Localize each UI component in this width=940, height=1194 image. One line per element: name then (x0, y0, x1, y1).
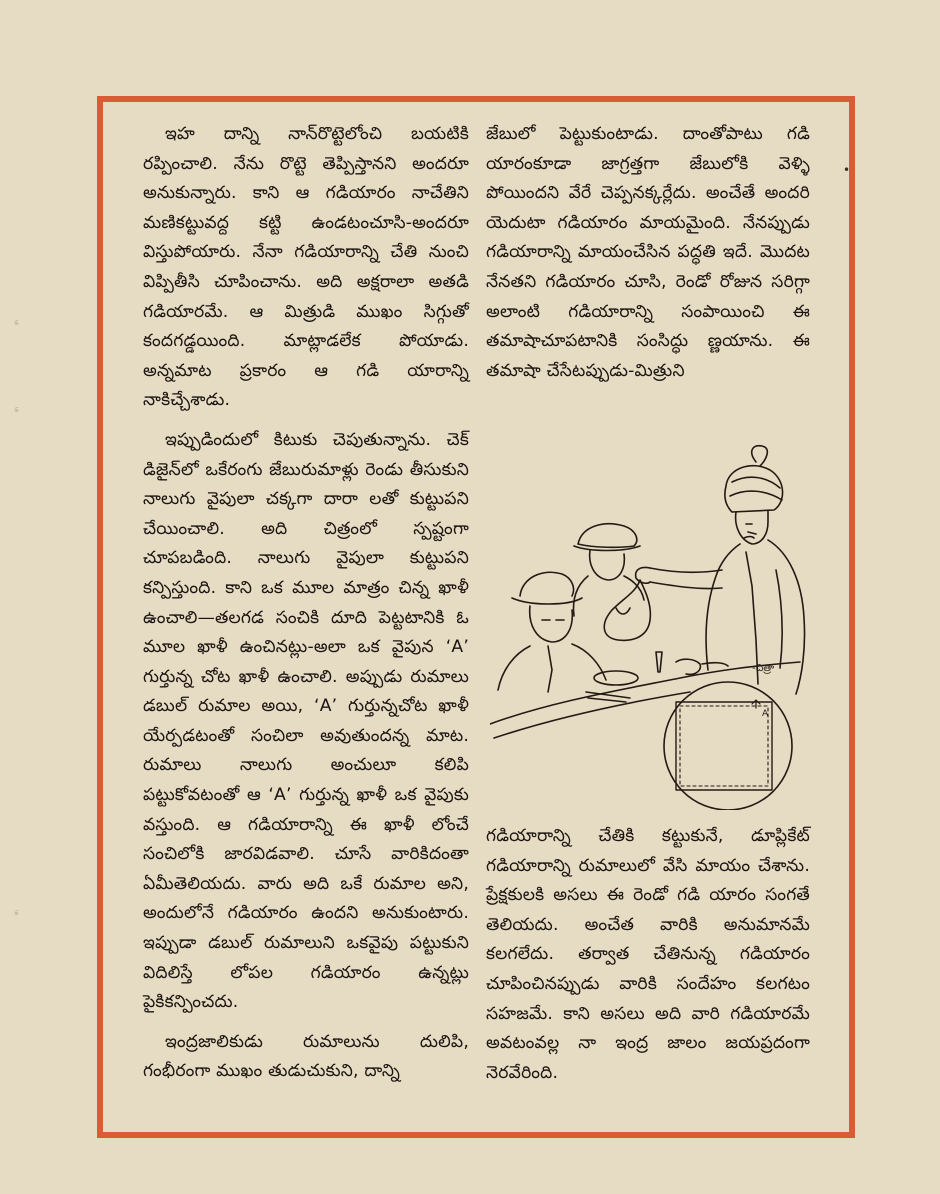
handkerchief-bag (604, 580, 650, 640)
handkerchief-inset (664, 682, 792, 810)
plate (594, 671, 638, 685)
cutlery (586, 692, 630, 702)
magician-torso (706, 544, 740, 670)
glass (656, 652, 662, 672)
paragraph-1: ఇహ దాన్ని నాన్‌రొట్టెలోంచి బయటికి రప్పించాలి. నేను రొట్టె తెప్పిస్తానని అందరూ అనుకున్నారు. కాని ఆ గడియారం నాచేతిని మణికట్టువద్ద కట్టి ఉండటంచూసి-అందరూ విస్తుపోయారు. నేనా గడియారాన్ని చేతి నుంచి విప్పితీసి చూపించాను. అది అక్షరాలా అతడి గడియారమే. ఆ మిత్రుడి ముఖం సిగ్గుతో కందగడ్డయింది. మాట్లాడలేక పోయాడు. అన్నమాట ప్రకారం ఆ గడి యారాన్ని నాకిచ్చేశాడు. (143, 124, 469, 411)
right-column-top (486, 120, 810, 396)
artist-signature: -చిత్రా (752, 663, 775, 674)
double-handkerchief (676, 702, 772, 790)
paragraph-4: జేబులో పెట్టుకుంటాడు. దాంతోపాటు గడి యారంకూడా జాగ్రత్తగా జేబులోకి వెళ్ళి పోయిందని వేరే చెప్పనక్కర్లేదు. అంచేతే అందరి యెదుటా గడియారం మాయమైంది. నేనప్పుడు గడియారాన్ని మాయంచేసిన పద్ధతి ఇదే. మొదట నేనతని గడియారం చూసి, రెండో రోజున సరిగ్గా అలాంటి గడియారాన్ని సంపాయించి ఈ తమాషాచూపటానికి సంసిద్ధు ణ్ణయాను. ఈ తమాషా చేసేటప్పుడు-మిత్రుని (486, 124, 810, 381)
paragraph-2: ఇప్పుడిందులో కిటుకు చెపుతున్నాను. చెక్ డిజైన్‌లో ఒకేరంగు జేబురుమాళ్లు రెండు తీసుకుని నాలుగు వైపులా చక్కగా దారా లతో కుట్టుపని చేయించాలి. అది చిత్రంలో స్పష్టంగా చూపబడింది. నాలుగు వైపులా కుట్టుపని కన్పిస్తుంది. కాని ఒక మూల మాత్రం చిన్న ఖాళీ ఉంచాలి—తలగడ సంచికి దూది పెట్టటానికి ఓ మూల ఖాళీ ఉంచినట్లు-అలా ఒక వైపున ‘A’ గుర్తున్న చోట ఖాళీ ఉంచాలి. అప్పుడు రుమాలు డబుల్ రుమాల అయి, ‘A’ గుర్తున్నచోట ఖాళీ యేర్పడటంతో సంచిలా అవుతుందన్న మాట. రుమాలు నాలుగు అంచులూ కలిపి పట్టుకోవటంతో ఆ ‘A’ గుర్తున్న ఖాళీ ఒక వైపుకు వస్తుంది. ఆ గడియారాన్ని ఈ ఖాళీ లోంచే సంచిలోకి జారవిడవాలి. చూసే వారికిదంతా ఏమీతెలియదు. వారు అది ఒకే రుమాల అని, అందులోనే గడియారం ఉందని అనుకుంటారు. ఇప్పుడా డబుల్ రుమాలుని ఒకవైపు పట్టుకుని విదిలిస్తే లోపల గడియారం ఉన్నట్లు పైకికన్పించదు. (143, 429, 469, 1013)
corner-gap-label: A (762, 709, 769, 719)
margin-mark: ಽ (14, 908, 19, 918)
margin-mark: ಽ (14, 405, 19, 415)
magician-arm (650, 568, 722, 572)
magician-illustration (490, 440, 820, 810)
left-column (143, 120, 469, 1097)
margin-dot: • (843, 163, 851, 177)
paragraph-3: ఇంద్రజాలికుడు రుమాలును దులిపి, గంభీరంగా ముఖం తుడుచుకుని, దాన్ని (143, 1031, 469, 1082)
woman-hat (578, 524, 637, 548)
right-column-bottom (486, 822, 810, 1098)
margin-mark: ಽ (14, 318, 19, 328)
turban (725, 466, 783, 512)
turban-plume (752, 446, 768, 466)
paragraph-5: గడియారాన్ని చేతికి కట్టుకునే, డూప్లికేట్ గడియారాన్ని రుమాలులో వేసి మాయం చేశాను. ప్రేక్షకులకి అసలు ఈ రెండో గడి యారం సంగతే తెలియదు. అంచేత వారికి అనుమానమే కలగలేదు. తర్వాత చేతినున్న గడియారం చూపించినప్పుడు వారికి సందేహం కలగటం సహజమే. కాని అసలు అది వారి గడియారమే అవటంవల్ల నా ఇంద్ర జాలం జయప్రదంగా నెరవేరింది. (486, 826, 810, 1083)
man-hat (520, 572, 574, 596)
